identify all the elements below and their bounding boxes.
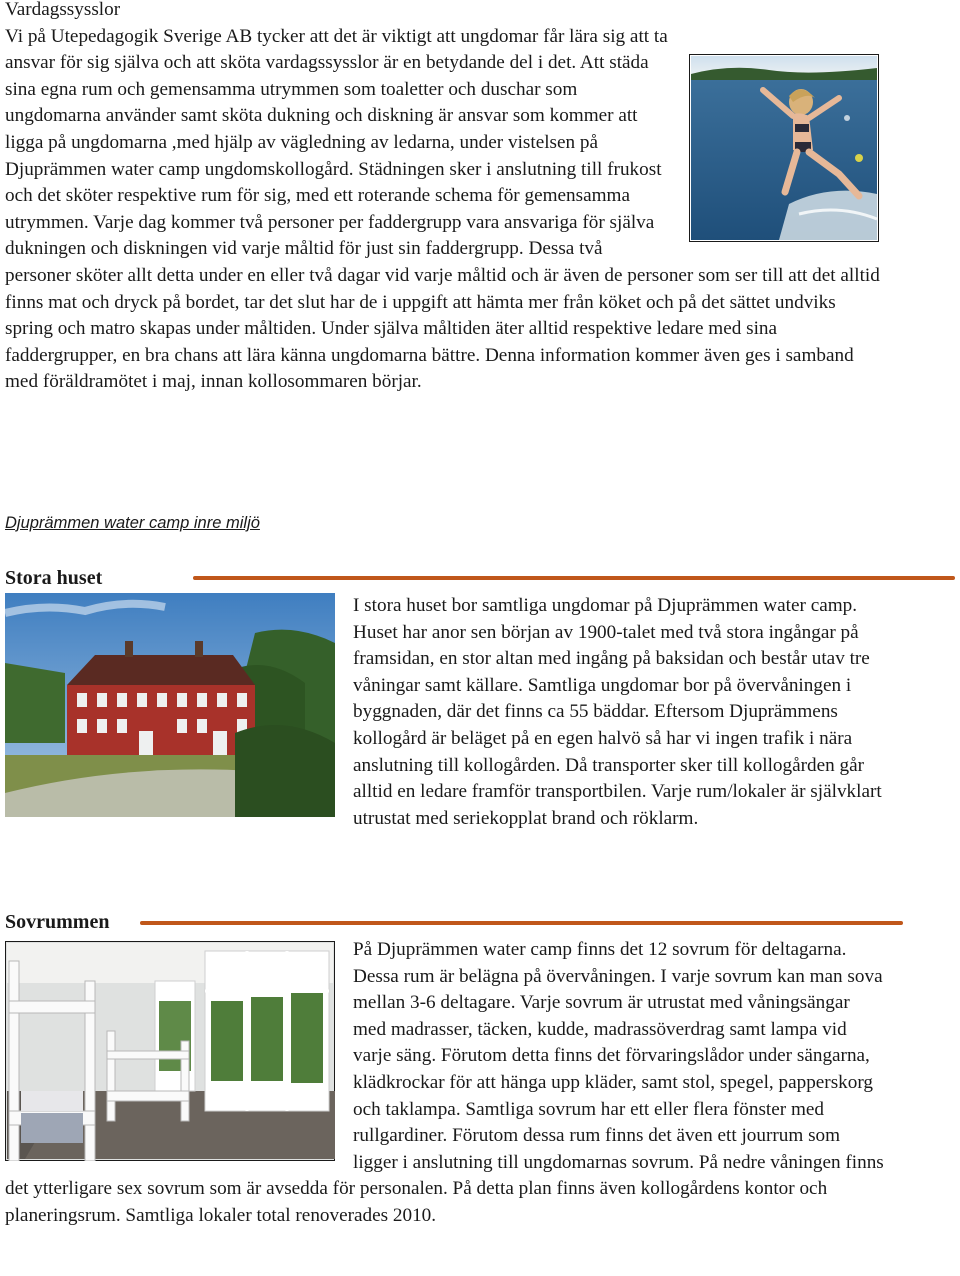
sovrummen-block <box>5 937 885 1230</box>
photo-stora-huset <box>5 593 335 817</box>
stora-huset-block <box>5 593 905 832</box>
lake-jump-image <box>689 54 879 242</box>
page-heading: Vardagssysslor <box>5 0 121 20</box>
intro-block <box>5 0 885 396</box>
section-title-sovrummen: Sovrummen <box>5 911 110 933</box>
photo-girl-jumping-into-lake <box>689 54 879 242</box>
stora-huset-text: I stora huset bor samtliga ungdomar på Djuprämmen water camp. Huset har anor sen början av 1900-talet med två stora ingångar på framsidan, en stor altan med ingång på baksidan och består utav tre våningar samt källare. Samtliga ungdomar bor på övervåningen i byggnaden, där det finns ca 55 bäddar. Eftersom Djuprämmens kollogård är beläget på en egen halvö så har vi ingen trafik i nära anslutning till kollogården. Då transporter sker till kollogården går alltid en ledare framför transportbilen. Varje rum/lokaler är självklart utrustat med seriekopplat brand och röklarm. <box>353 595 882 829</box>
section-title-stora-huset: Stora huset <box>5 567 103 589</box>
intro-paragraph: Vi på Utepedagogik Sverige AB tycker att det är viktigt att ungdomar får lära sig att ta ansvar för sig själva och att sköta vardagssysslor är en betydande del i det. Att städa sina egna rum och gemensamma utrymmen som toaletter och duschar som ungdomarna använder samt sköta dukning och diskning är ansvar som kommer att ligga på ungdomarna ,med hjälp av vägledning av ledarna, under vistelsen på Djuprämmen water camp ungdomskollogård. Städningen sker i anslutning till frukost och det sköter respektive rum för sig, med ett roterande schema för gemensamma utrymmen. Varje dag kommer två personer per faddergrupp vara ansvariga för själva dukningen och diskningen vid varje måltid för just sin faddergrupp. Dessa två personer sköter allt detta under en eller två dagar vid varje måltid och är även de personer som ser till att det alltid finns mat och dryck på bordet, tar det slut har de i uppgift att hämta mer från köket och på det sättet undviks spring och matro skapas under måltiden. Under själva måltiden äter alltid respektive ledare med sina faddergrupper, en bra chans att lära känna ungdomarna bättre. Denna information kommer även ges i samband med föräldramötet i maj, innan kollosommaren börjar. <box>5 25 880 393</box>
sovrummen-text: På Djuprämmen water camp finns det 12 sovrum för deltagarna. Dessa rum är belägna på övervåningen. I varje sovrum kan man sova mellan 3-6 deltagare. Varje sovrum är utrustat med våningsängar med madrasser, täcken, kudde, madrassöverdrag samt lampa vid varje säng. Förutom detta finns det förvaringslådor under sängarna, klädkrockar för att hänga upp kläder, samt stol, spegel, papperskorg och taklampa. Samtliga sovrum har ett eller flera fönster med rullgardiner. Förutom dessa rum finns det även ett jourrum som ligger i anslutning till ungdomarnas sovrum. På nedre våningen finns det ytterligare sex sovrum som är avsedda för personalen. På detta plan finns även kollogårdens kontor och planeringsrum. Samtliga lokaler total renoverades 2010. <box>5 939 884 1226</box>
red-house-image <box>5 593 335 817</box>
section-rule <box>140 921 903 925</box>
photo-sovrummen <box>5 941 335 1161</box>
section-subheading: Djuprämmen water camp inre miljö <box>5 514 260 532</box>
bedroom-image <box>5 941 335 1161</box>
section-rule <box>193 576 955 580</box>
